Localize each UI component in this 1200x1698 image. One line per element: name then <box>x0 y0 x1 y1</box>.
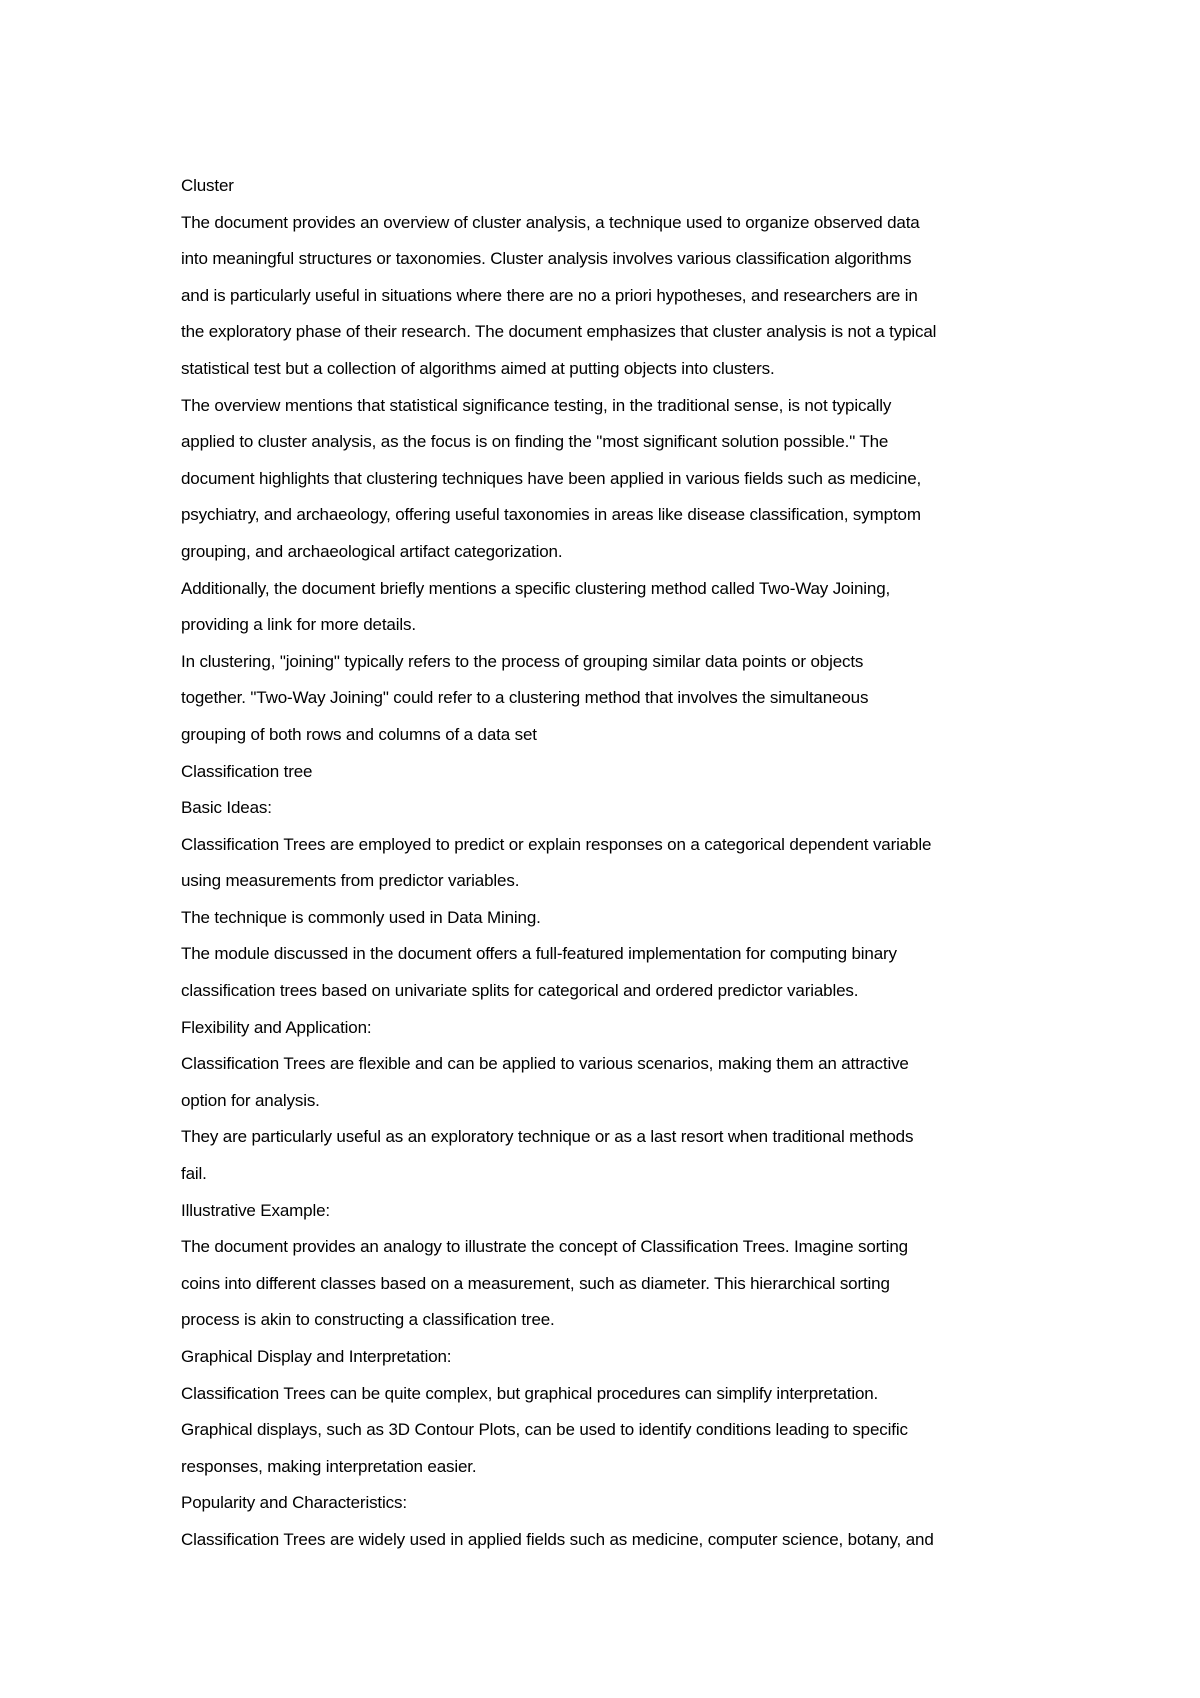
subheading-graphical-display: Graphical Display and Interpretation: <box>181 1347 452 1366</box>
text-line: Classification Trees can be quite complex, but graphical procedures can simplify interpretation. <box>181 1383 879 1403</box>
text-line: The document provides an analogy to illustrate the concept of Classification Trees. Imagine sorting <box>181 1237 908 1257</box>
text-line: Additionally, the document briefly mentions a specific clustering method called Two-Way Joining, <box>181 578 891 598</box>
subheading-popularity: Popularity and Characteristics: <box>181 1493 407 1513</box>
text-line: The document provides an overview of cluster analysis, a technique used to organize observed data <box>181 212 920 232</box>
text-line: coins into different classes based on a measurement, such as diameter. This hierarchical sorting <box>181 1273 890 1293</box>
text-line: and is particularly useful in situations where there are no a priori hypotheses, and researchers are in <box>181 285 918 305</box>
text-line: applied to cluster analysis, as the focus is on finding the "most significant solution possible." The <box>181 432 889 452</box>
text-line: the exploratory phase of their research. The document emphasizes that cluster analysis is not a typical <box>181 322 937 342</box>
heading-classification-tree: Classification tree <box>181 761 313 781</box>
text-line: together. "Two-Way Joining" could refer to a clustering method that involves the simultaneous <box>181 688 869 708</box>
text-line: grouping of both rows and columns of a data set <box>181 724 537 744</box>
subheading-flexibility: Flexibility and Application: <box>181 1017 372 1037</box>
text-line: responses, making interpretation easier. <box>181 1456 477 1476</box>
text-line: option for analysis. <box>181 1090 320 1110</box>
text-line: Classification Trees are employed to predict or explain responses on a categorical dependent variable <box>181 834 932 854</box>
text-line: grouping, and archaeological artifact categorization. <box>181 541 563 561</box>
text-line: They are particularly useful as an exploratory technique or as a last resort when traditional methods <box>181 1127 914 1147</box>
text-line: The technique is commonly used in Data Mining. <box>181 907 541 927</box>
text-line: In clustering, "joining" typically refers to the process of grouping similar data points or objects <box>181 651 864 671</box>
text-line: providing a link for more details. <box>181 615 416 635</box>
text-line: classification trees based on univariate splits for categorical and ordered predictor variables. <box>181 981 859 1001</box>
text-line: document highlights that clustering techniques have been applied in various fields such as medicine, <box>181 468 922 488</box>
subheading-illustrative-example: Illustrative Example: <box>181 1200 330 1220</box>
text-line: Graphical displays, such as 3D Contour Plots, can be used to identify conditions leading to specific <box>181 1420 908 1440</box>
text-line: fail. <box>181 1164 207 1184</box>
text-line: The module discussed in the document offers a full-featured implementation for computing binary <box>181 944 897 964</box>
text-line: Classification Trees are widely used in applied fields such as medicine, computer science, botany, and <box>181 1529 934 1549</box>
text-line: into meaningful structures or taxonomies. Cluster analysis involves various classification algorithms <box>181 249 912 269</box>
document-body <box>181 168 1041 1559</box>
text-line: The overview mentions that statistical significance testing, in the traditional sense, is not typically <box>181 395 892 415</box>
text-line: using measurements from predictor variables. <box>181 871 520 891</box>
text-line: psychiatry, and archaeology, offering useful taxonomies in areas like disease classification, symptom <box>181 505 921 525</box>
text-line: process is akin to constructing a classification tree. <box>181 1310 555 1330</box>
heading-cluster: Cluster <box>181 176 234 195</box>
subheading-basic-ideas: Basic Ideas: <box>181 798 272 818</box>
text-line: Classification Trees are flexible and can be applied to various scenarios, making them an attractive <box>181 1054 909 1074</box>
text-line: statistical test but a collection of algorithms aimed at putting objects into clusters. <box>181 358 775 378</box>
